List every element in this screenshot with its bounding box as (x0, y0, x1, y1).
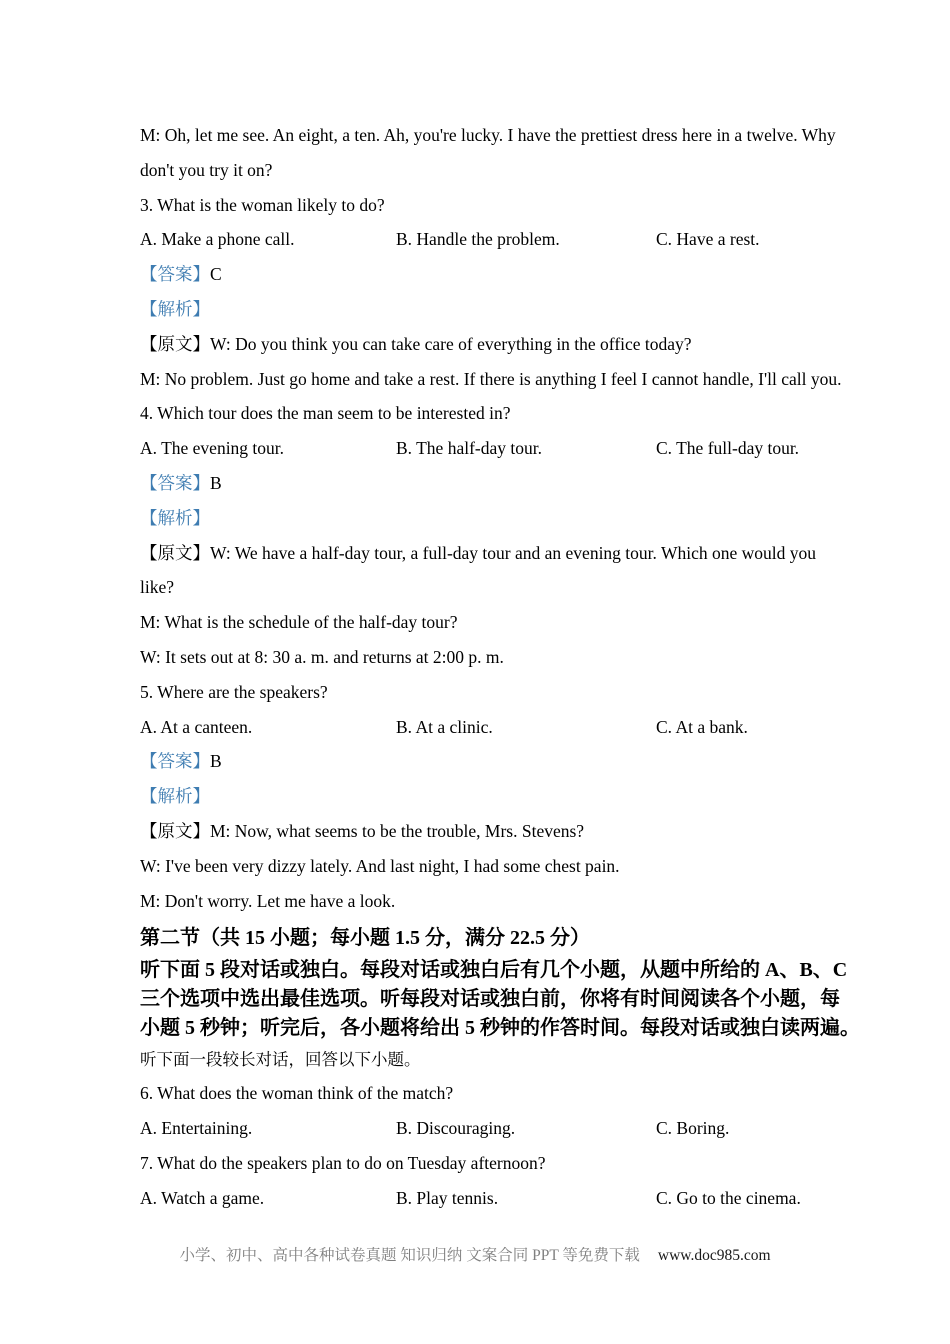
section-2-instructions: 三个选项中选出最佳选项。听每段对话或独白前，你将有时间阅读各个小题，每 (140, 988, 840, 1011)
option-a: A. Entertaining. (140, 1118, 253, 1139)
option-b: B. Handle the problem. (396, 229, 560, 250)
option-a: A. Make a phone call. (140, 229, 295, 250)
analysis-line-q4 (140, 501, 816, 536)
option-a: A. The evening tour. (140, 438, 285, 459)
option-b: B. The half-day tour. (396, 438, 542, 459)
dialogue-line: W: It sets out at 8: 30 a. m. and returns at 2:00 p. m. (140, 646, 504, 667)
answer-value: B (210, 751, 222, 772)
option-b: B. Play tennis. (396, 1187, 499, 1208)
analysis-line-q3 (140, 292, 816, 327)
listening-prompt: 听下面一段较长对话，回答以下小题。 (140, 1050, 421, 1070)
origin-label: 【原文】 (140, 820, 210, 841)
dialogue-line: W: I've been very dizzy lately. And last night, I had some chest pain. (140, 855, 620, 876)
analysis-line-q5 (140, 779, 816, 814)
option-a: A. At a canteen. (140, 716, 253, 737)
footer-site-url: www.doc985.com (657, 1247, 771, 1264)
origin-text: M: Now, what seems to be the trouble, Mrs. Stevens? (210, 820, 585, 841)
options-row-q5 (140, 710, 816, 745)
dialogue-line: M: No problem. Just go home and take a rest. If there is anything I feel I cannot handle, I'll call you. (140, 368, 842, 389)
origin-line-q5 (140, 814, 816, 849)
answer-label: 【答案】 (140, 264, 210, 285)
answer-line-q4 (140, 466, 816, 501)
section-2-instructions: 小题 5 秒钟；听完后，各小题将给出 5 秒钟的作答时间。每段对话或独白读两遍。 (140, 1017, 860, 1040)
option-c: C. Boring. (656, 1118, 730, 1139)
option-c: C. Have a rest. (656, 229, 760, 250)
answer-label: 【答案】 (140, 472, 210, 493)
dialogue-line: M: Don't worry. Let me have a look. (140, 890, 396, 911)
dialogue-line: don't you try it on? (140, 159, 273, 180)
exam-page (140, 118, 860, 1216)
option-a: A. Watch a game. (140, 1187, 265, 1208)
analysis-label: 【解析】 (140, 786, 210, 807)
option-c: C. Go to the cinema. (656, 1187, 801, 1208)
question-3: 3. What is the woman likely to do? (140, 194, 385, 215)
origin-label: 【原文】 (140, 333, 210, 354)
options-row-q7 (140, 1181, 816, 1216)
answer-label: 【答案】 (140, 751, 210, 772)
question-5: 5. Where are the speakers? (140, 681, 328, 702)
origin-label: 【原文】 (140, 542, 210, 563)
question-7: 7. What do the speakers plan to do on Tuesday afternoon? (140, 1152, 546, 1173)
footer-promo-text: 小学、初中、高中各种试卷真题 知识归纳 文案合同 PPT 等免费下载 (179, 1247, 640, 1264)
answer-line-q5 (140, 744, 816, 779)
option-c: C. At a bank. (656, 716, 748, 737)
section-2-instructions: 听下面 5 段对话或独白。每段对话或独白后有几个小题，从题中所给的 A、B、C (140, 959, 848, 982)
section-2-heading: 第二节（共 15 小题；每小题 1.5 分，满分 22.5 分） (140, 927, 590, 950)
option-c: C. The full-day tour. (656, 438, 800, 459)
option-b: B. At a clinic. (396, 716, 493, 737)
options-row-q3 (140, 222, 816, 257)
option-b: B. Discouraging. (396, 1118, 516, 1139)
analysis-label: 【解析】 (140, 298, 210, 319)
origin-text: W: We have a half-day tour, a full-day tour and an evening tour. Which one would you (210, 542, 816, 563)
analysis-label: 【解析】 (140, 507, 210, 528)
origin-line-q3 (140, 327, 816, 362)
question-4: 4. Which tour does the man seem to be interested in? (140, 403, 511, 424)
origin-text: W: Do you think you can take care of everything in the office today? (210, 333, 692, 354)
options-row-q4 (140, 431, 816, 466)
page-footer (0, 1243, 950, 1265)
options-row-q6 (140, 1111, 816, 1146)
answer-value: C (210, 264, 222, 285)
answer-line-q3 (140, 257, 816, 292)
dialogue-line: like? (140, 577, 175, 598)
dialogue-line: M: Oh, let me see. An eight, a ten. Ah, you're lucky. I have the prettiest dress here in a twelve. Why (140, 125, 836, 145)
dialogue-line: M: What is the schedule of the half-day tour? (140, 612, 458, 633)
origin-line-q4 (140, 536, 816, 571)
answer-value: B (210, 472, 222, 493)
question-6: 6. What does the woman think of the match? (140, 1083, 454, 1104)
